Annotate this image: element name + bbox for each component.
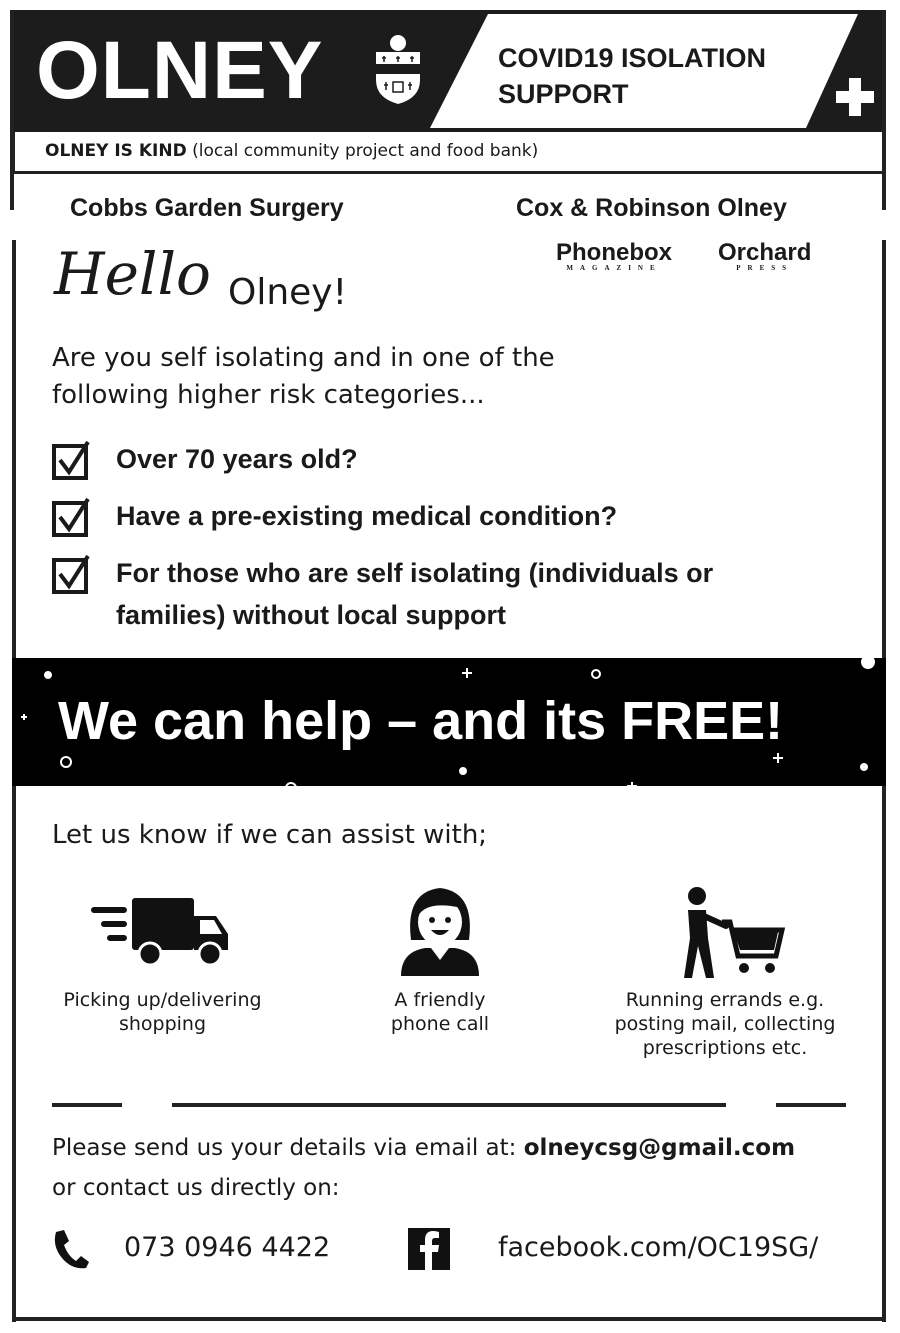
organisation-strip bbox=[12, 132, 886, 174]
contact-instructions: Please send us your details via email at: bbox=[52, 1135, 517, 1161]
friendly-person-icon bbox=[365, 882, 515, 982]
divider bbox=[172, 1103, 726, 1107]
decor-dot bbox=[45, 672, 51, 678]
question-text bbox=[52, 340, 555, 414]
criteria-item bbox=[52, 438, 358, 480]
logo-text: Orchard bbox=[718, 239, 812, 266]
service-item bbox=[340, 882, 540, 1036]
assist-heading: Let us know if we can assist with; bbox=[52, 820, 488, 850]
service-label: phone call bbox=[390, 1013, 490, 1035]
decor-ring bbox=[61, 757, 71, 767]
contact-details bbox=[52, 1128, 795, 1208]
service-label: Running errands e.g. bbox=[625, 989, 825, 1011]
delivery-truck-icon bbox=[88, 882, 238, 982]
question-line: following higher risk categories... bbox=[52, 380, 485, 410]
decor-ring bbox=[286, 783, 296, 786]
decor-dot bbox=[861, 764, 867, 770]
divider bbox=[52, 1103, 122, 1107]
decor-ring bbox=[592, 670, 600, 678]
page-title: OLNEY bbox=[36, 25, 324, 116]
contact-instructions: or contact us directly on: bbox=[52, 1175, 340, 1201]
phone-icon bbox=[52, 1228, 90, 1270]
checkbox-checked-icon bbox=[52, 554, 92, 594]
logo-text: Phonebox bbox=[556, 239, 673, 266]
criteria-text: Have a pre-existing medical condition? bbox=[116, 501, 618, 531]
olney-crest-icon bbox=[372, 34, 424, 106]
phone-number[interactable]: 073 0946 4422 bbox=[124, 1232, 331, 1263]
facebook-link[interactable]: facebook.com/OC19SG/ bbox=[498, 1232, 819, 1263]
orchard-logo bbox=[718, 239, 812, 272]
criteria-line: families) without local support bbox=[116, 600, 507, 630]
sponsor-cobbs-garden: Cobbs Garden Surgery bbox=[70, 194, 344, 222]
medical-plus-icon bbox=[836, 78, 874, 116]
subtitle-line-1: COVID19 ISOLATION bbox=[498, 43, 767, 73]
checkbox-checked-icon bbox=[52, 440, 92, 480]
sponsor-cox-robinson: Cox & Robinson Olney bbox=[516, 194, 787, 222]
banner-headline: We can help – and its FREE! bbox=[58, 691, 784, 751]
frame-border bbox=[10, 10, 14, 210]
criteria-item bbox=[52, 495, 617, 537]
divider bbox=[776, 1103, 846, 1107]
service-label: posting mail, collecting bbox=[614, 1013, 836, 1035]
phonebox-logo bbox=[556, 239, 673, 272]
hello-script: Hello bbox=[54, 240, 211, 308]
service-item bbox=[600, 882, 850, 1060]
service-label: prescriptions etc. bbox=[642, 1037, 808, 1059]
decor-dot bbox=[460, 768, 466, 774]
criteria-item bbox=[52, 552, 713, 636]
greeting-name: Olney! bbox=[228, 272, 348, 313]
service-label: shopping bbox=[118, 1013, 207, 1035]
organisation-name: OLNEY IS KIND bbox=[45, 141, 187, 161]
facebook-icon bbox=[408, 1228, 450, 1270]
logo-subtext: MAGAZINE bbox=[566, 264, 662, 272]
frame-border bbox=[882, 10, 886, 210]
decor-dot bbox=[862, 658, 874, 668]
service-item bbox=[50, 882, 275, 1036]
logo-subtext: PRESS bbox=[736, 264, 794, 272]
organisation-description: (local community project and food bank) bbox=[192, 141, 539, 161]
criteria-text bbox=[116, 552, 713, 636]
subtitle bbox=[498, 40, 766, 112]
subtitle-line-2: SUPPORT bbox=[498, 79, 629, 109]
service-label: Picking up/delivering bbox=[63, 989, 262, 1011]
shopping-cart-person-icon bbox=[650, 882, 800, 982]
question-line: Are you self isolating and in one of the bbox=[52, 343, 555, 373]
frame-border bbox=[12, 1317, 886, 1321]
checkbox-checked-icon bbox=[52, 497, 92, 537]
service-label: A friendly bbox=[394, 989, 486, 1011]
email-link[interactable]: olneycsg@gmail.com bbox=[523, 1135, 796, 1161]
criteria-text: Over 70 years old? bbox=[116, 444, 358, 474]
criteria-line: For those who are self isolating (individuals or bbox=[116, 558, 714, 588]
